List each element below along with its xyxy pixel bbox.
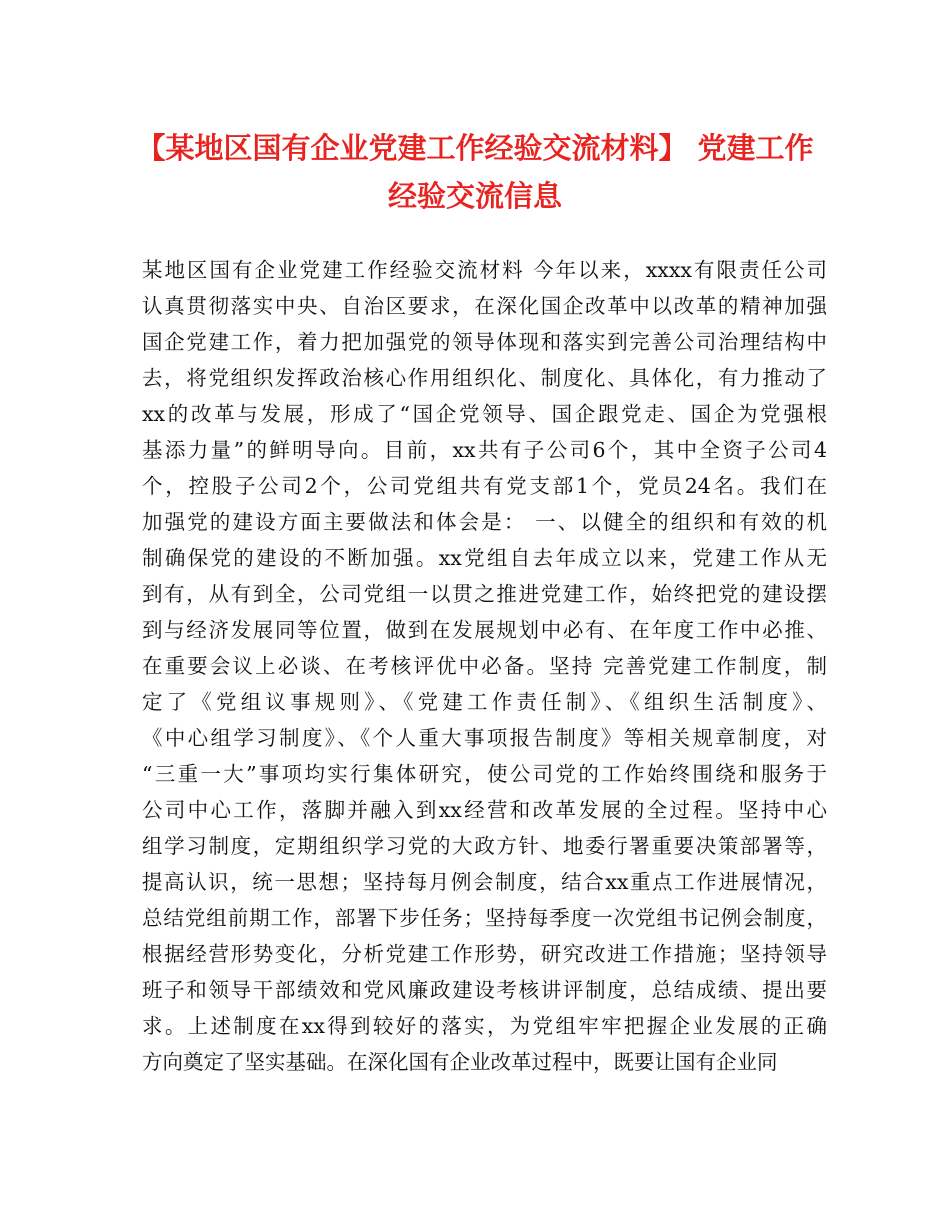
body-text-line: 《中心组学习制度》、《个人重大事项报告制度》等相关规章制度，对 xyxy=(142,726,827,750)
body-text-line: 个，控股子公司2个，公司党组共有党支部1个，党员24名。我们在 xyxy=(142,474,827,498)
body-text-line: 求。上述制度在xx得到较好的落实，为党组牢牢把握企业发展的正确 xyxy=(142,1014,827,1038)
body-text-line: 提高认识，统一思想；坚持每月例会制度，结合xx重点工作进展情况， xyxy=(142,870,827,894)
body-text-line: 制确保党的建设的不断加强。xx党组自去年成立以来，党建工作从无 xyxy=(142,546,827,570)
document-title-line-1: 【某地区国有企业党建工作经验交流材料】 党建工作 xyxy=(136,131,814,165)
body-text-line: 公司中心工作，落脚并融入到xx经营和改革发展的全过程。坚持中心 xyxy=(142,798,827,822)
body-text-line: 组学习制度，定期组织学习党的大政方针、地委行署重要决策部署等， xyxy=(142,834,827,858)
body-text-line: 在重要会议上必谈、在考核评优中必备。坚持 完善党建工作制度，制 xyxy=(142,654,827,678)
body-text-line: xx的改革与发展，形成了“国企党领导、国企跟党走、国企为党强根 xyxy=(142,402,827,426)
body-text-line: 基添力量”的鲜明导向。目前，xx共有子公司6个，其中全资子公司4 xyxy=(142,438,827,462)
document-title-line-2: 经验交流信息 xyxy=(387,179,562,213)
body-text-line: 去，将党组织发挥政治核心作用组织化、制度化、具体化，有力推动了 xyxy=(142,366,827,390)
body-text-line: 方向奠定了坚实基础。在深化国有企业改革过程中，既要让国有企业同 xyxy=(142,1050,778,1074)
body-text-line: 班子和领导干部绩效和党风廉政建设考核讲评制度，总结成绩、提出要 xyxy=(142,978,827,1002)
body-text-line: 认真贯彻落实中央、自治区要求，在深化国企改革中以改革的精神加强 xyxy=(142,294,827,318)
body-text-line: 总结党组前期工作，部署下步任务；坚持每季度一次党组书记例会制度， xyxy=(142,906,827,930)
body-text-line: “三重一大”事项均实行集体研究，使公司党的工作始终围绕和服务于 xyxy=(142,762,827,786)
body-text-line: 国企党建工作，着力把加强党的领导体现和落实到完善公司治理结构中 xyxy=(142,330,827,354)
body-text-line: 某地区国有企业党建工作经验交流材料 今年以来，xxxx有限责任公司 xyxy=(142,258,827,282)
body-text-line: 到有，从有到全，公司党组一以贯之推进党建工作，始终把党的建设摆 xyxy=(142,582,827,606)
body-text-line: 根据经营形势变化，分析党建工作形势，研究改进工作措施；坚持领导 xyxy=(142,942,827,966)
body-text-line: 定了《党组议事规则》、《党建工作责任制》、《组织生活制度》、 xyxy=(142,690,827,714)
body-text-line: 加强党的建设方面主要做法和体会是： 一、以健全的组织和有效的机 xyxy=(142,510,827,534)
body-text-line: 到与经济发展同等位置，做到在发展规划中必有、在年度工作中必推、 xyxy=(142,618,827,642)
